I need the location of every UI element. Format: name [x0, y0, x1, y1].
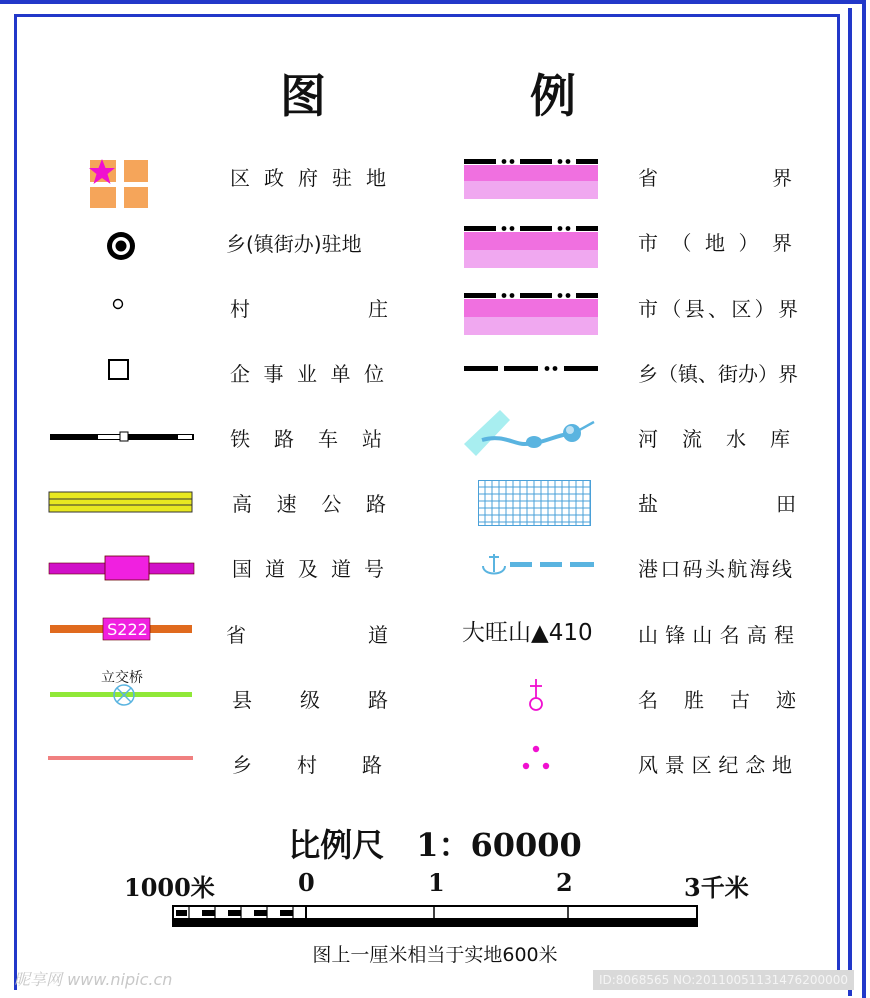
- label-scenic-area: 风 景 区 纪 念 地: [638, 753, 792, 777]
- city-boundary-symbol: [462, 223, 600, 269]
- route-code-label: S222: [107, 620, 148, 639]
- label-village: 村 庄: [230, 297, 388, 321]
- label-national-road: 国 道 及 道 号: [232, 557, 384, 581]
- legend-title-char-2: 例: [530, 69, 576, 123]
- county-road-symbol: [50, 683, 194, 709]
- label-rural-road: 乡 村 路: [232, 753, 382, 777]
- scale-tick-1: 1: [428, 868, 445, 897]
- scale-title: 比例尺 1：60000: [288, 826, 582, 864]
- label-historic-site: 名 胜 古 迹: [638, 688, 796, 712]
- legend-title-char-1: 图: [280, 69, 326, 123]
- label-provincial-road: 省 道: [226, 623, 388, 647]
- label-port-route: 港 口 码 头 航 海 线: [638, 557, 792, 581]
- overpass-label: 立交桥: [101, 670, 143, 686]
- river-reservoir-symbol: [462, 404, 602, 462]
- scale-tick-3km: 3千米: [684, 873, 749, 902]
- peak-triangle-icon: ▲: [531, 620, 549, 646]
- scenic-area-symbol: [520, 744, 552, 772]
- label-mountain-peak: 山 锋 山 名 高 程: [638, 623, 794, 647]
- label-city-boundary: 市 （ 地 ） 界: [638, 231, 792, 255]
- scale-tick-0: 0: [298, 868, 315, 897]
- scale-tick-1000m: 1000米: [124, 873, 215, 902]
- label-township-boundary: 乡 （ 镇 、 街 办 ） 界: [638, 362, 798, 386]
- image-id-bar: ID:8068565 NO:20110051131476200000: [593, 970, 854, 990]
- label-salt-field: 盐 田: [638, 492, 796, 516]
- label-county-road: 县 级 路: [232, 688, 388, 712]
- label-county-boundary: 市 （ 县 、 区 ） 界: [638, 297, 798, 321]
- peak-name: 大旺山: [462, 620, 531, 646]
- township-boundary-symbol: [462, 363, 602, 375]
- label-township-seat: 乡(镇街办)驻地: [226, 232, 362, 256]
- watermark: 昵享网 www.nipic.cn: [14, 970, 173, 989]
- township-seat-symbol: [105, 230, 137, 262]
- province-boundary-symbol: [462, 156, 600, 200]
- historic-site-symbol: [525, 678, 547, 712]
- district-seat-symbol: [88, 158, 150, 210]
- label-river-reservoir: 河 流 水 库: [638, 427, 790, 451]
- county-boundary-symbol: [462, 290, 600, 336]
- anchor-icon: [483, 554, 505, 574]
- scale-tick-2: 2: [556, 868, 573, 897]
- peak-label: [462, 614, 593, 647]
- label-enterprise: 企 事 业 单 位: [230, 362, 384, 386]
- peak-elevation: 410: [548, 620, 593, 646]
- expressway-symbol: [48, 490, 194, 514]
- label-railway-station: 铁 路 车 站: [230, 427, 382, 451]
- village-symbol: [111, 297, 125, 311]
- national-road-symbol: [48, 555, 196, 583]
- scale-note: 图上一厘米相当于实地600米: [312, 944, 558, 966]
- enterprise-symbol: [107, 358, 131, 382]
- rural-road-symbol: [48, 754, 194, 762]
- port-route-symbol: [480, 552, 596, 578]
- label-province-boundary: 省 界: [638, 166, 792, 190]
- salt-field-symbol: [478, 480, 591, 526]
- label-expressway: 高 速 公 路: [232, 492, 386, 516]
- label-district-seat: 区 政 府 驻 地: [230, 166, 386, 190]
- railway-station-symbol: [50, 430, 196, 444]
- scale-bar: [172, 904, 700, 928]
